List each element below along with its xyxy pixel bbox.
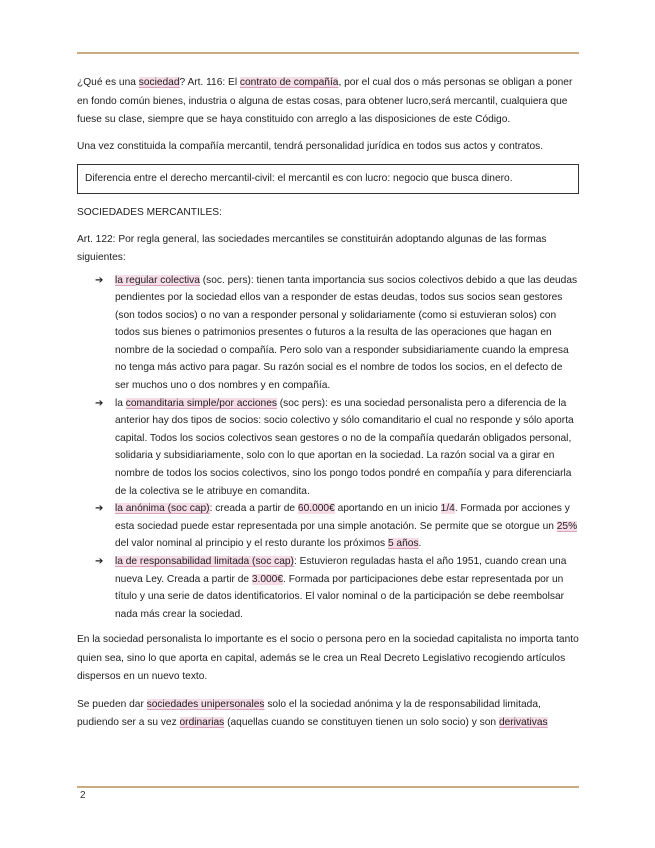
list-item: ➔ la comanditaria simple/por acciones (soc pers): es una sociedad personalista pero a diferencia de la anterior hay dos tipos de socios: socio colectivo y sólo comanditario el cual no responde y sólo aporta capital. Todos los socios colectivos sean gestores o no de la compañía quedarán obligados personal, solidaria y subsidiariamente, solo con lo que aportan en la sociedad. La razón social va a girar en nombre de todos los socios colectivos, sino los pongo todos pondré en compañía y para diferenciarla de la colectiva se le atribuye en comandita. xyxy=(77,395,579,501)
list-item: ➔ la regular colectiva (soc. pers): tienen tanta importancia sus socios colectivos debido a que las deudas pendientes por la sociedad ellos van a responder de estas deudas, todos sus socios sean gestores (son todos socios) o no van a responder personal y solidariamente (como si estuvieran solos) con todos sus bienes o patrimonios presentes o futuros a la resulta de las operaciones que hagan en nombre de la sociedad o compañía. Pero solo van a responder subsidiariamente cuando la empresa no tenga más activo para pagar. Su razón social es el nombre de todos los socios, en el defecto de ser muchos uno o dos nombres y en compañía. xyxy=(77,272,579,395)
page-number: 2 xyxy=(80,790,86,801)
value-capital-limitada: 3.000€ xyxy=(251,573,284,585)
term-regular-colectiva: la regular colectiva xyxy=(115,274,200,286)
highlight-contrato: contrato de compañía xyxy=(239,77,339,88)
footer-rule xyxy=(77,786,579,788)
paragraph-personalista-capitalista: En la sociedad personalista lo importante es el socio o persona pero en la sociedad capitalista no importa tanto quien sea, sino lo que aporta en capital, además se le crea un Real Decreto Legislativo recogiendo artículos dispersos en un nuevo texto. xyxy=(77,634,579,683)
arrow-bullet-icon: ➔ xyxy=(95,274,104,286)
arrow-bullet-icon: ➔ xyxy=(95,556,104,567)
paragraph-art-122: Art. 122: Por regla general, las sociedades mercantiles se constituirán adoptando algunas de las formas siguientes: xyxy=(77,233,547,263)
value-capital-anonima: 60.000€ xyxy=(297,503,335,515)
list-item: ➔ la de responsabilidad limitada (soc cap): Estuvieron reguladas hasta el año 1951, cuando crean una nueva Ley. Creada a partir de 3.000€. Formada por participaciones debe estar representada por un título y una serie de datos identificatorios. El valor nominal o de la participación se debe reembolsar nada más crear la sociedad. xyxy=(77,553,579,623)
term-derivativas: derivativas xyxy=(498,717,548,729)
list-item: ➔ la anónima (soc cap): creada a partir de 60.000€ aportando en un inicio 1/4. Formada por acciones y esta sociedad puede estar representada por una simple anotación. Se permite que se otorgue un 25% del valor nominal al principio y el resto durante los próximos 5 años. xyxy=(77,500,579,553)
section-heading: SOCIEDADES MERCANTILES: xyxy=(77,207,222,218)
value-percent: 25% xyxy=(556,520,578,532)
term-comanditaria: comanditaria simple/por acciones xyxy=(125,397,277,409)
value-fraction: 1/4 xyxy=(440,503,455,515)
term-anonima: la anónima (soc cap) xyxy=(115,503,210,515)
header-rule xyxy=(77,52,579,54)
note-text: Diferencia entre el derecho mercantil-civil: el mercantil es con lucro: negocio que busca dinero. xyxy=(85,173,513,184)
company-types-list xyxy=(77,272,579,624)
highlight-sociedad: sociedad xyxy=(138,77,180,88)
note-box xyxy=(77,164,579,194)
paragraph-unipersonales: Se pueden dar sociedades unipersonales solo el la sociedad anónima y la de responsabilidad limitada, pudiendo ser a su vez ordinarias (aquellas cuando se constituyen tienen un solo socio) y son derivativas xyxy=(77,698,548,729)
paragraph-personalidad: Una vez constituida la compañía mercantil, tendrá personalidad jurídica en todos sus actos y contratos. xyxy=(77,140,544,152)
arrow-bullet-icon: ➔ xyxy=(95,397,104,409)
term-unipersonales: sociedades unipersonales xyxy=(146,698,265,710)
page-content xyxy=(77,74,579,733)
value-years: 5 años xyxy=(387,538,419,550)
arrow-bullet-icon: ➔ xyxy=(95,503,104,515)
term-ordinarias: ordinarias xyxy=(179,717,225,729)
term-responsabilidad-limitada: la de responsabilidad limitada (soc cap) xyxy=(115,556,294,567)
paragraph-sociedad-definition: ¿Qué es una sociedad? Art. 116: El contrato de compañía, por el cual dos o más personas se obligan a poner en fondo común bienes, industria o alguna de estas cosas, para obtener lucro,será mercantil, cualquiera que fuese su clase, siempre que se haya constituido con arreglo a las disposiciones de este Código. xyxy=(77,77,573,125)
